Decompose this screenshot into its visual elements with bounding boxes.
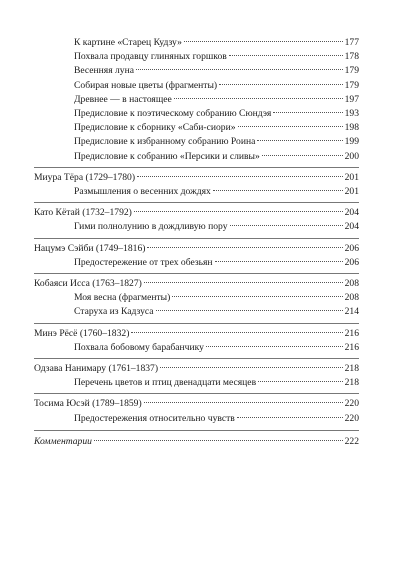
toc-entry-title: Похвала продавцу глиняных горшков bbox=[74, 51, 227, 63]
toc-entry[interactable] bbox=[34, 150, 359, 164]
section-divider bbox=[34, 323, 359, 324]
toc-author-entry[interactable] bbox=[34, 171, 359, 185]
toc-entry-title: Собирая новые цветы (фрагменты) bbox=[74, 79, 218, 91]
toc-author-entry[interactable] bbox=[34, 242, 359, 256]
dot-leader bbox=[273, 112, 342, 113]
toc-page-number: 204 bbox=[344, 221, 359, 233]
toc-entry[interactable] bbox=[34, 256, 359, 270]
dot-leader bbox=[131, 332, 342, 333]
section-divider bbox=[34, 430, 359, 431]
toc-entry[interactable] bbox=[34, 107, 359, 121]
toc-author-entry[interactable] bbox=[34, 362, 359, 376]
toc-entry-title: Предисловие к собранию «Персики и сливы» bbox=[74, 150, 260, 162]
toc-page-number: 218 bbox=[344, 363, 359, 375]
toc-page-number: 200 bbox=[344, 150, 359, 162]
dot-leader bbox=[160, 367, 343, 368]
toc-page-number: 214 bbox=[344, 306, 359, 318]
dot-leader bbox=[174, 98, 343, 99]
dot-leader bbox=[136, 69, 343, 70]
toc-entry-title: Минэ Рёсё (1760–1832) bbox=[34, 327, 130, 339]
toc-page-number: 208 bbox=[344, 292, 359, 304]
toc-page-number: 206 bbox=[344, 242, 359, 254]
toc-entry-title: Гими полнолунию в дождливую пору bbox=[74, 221, 228, 233]
toc-entry-title: Похвала бобовому барабанчику bbox=[74, 341, 204, 353]
toc-page-number: 201 bbox=[344, 186, 359, 198]
toc-entry[interactable] bbox=[34, 50, 359, 64]
dot-leader bbox=[184, 41, 343, 42]
section-divider bbox=[34, 358, 359, 359]
toc-entry[interactable] bbox=[34, 93, 359, 107]
dot-leader bbox=[238, 126, 343, 127]
toc-entry-title: Кобаяси Исса (1763–1827) bbox=[34, 278, 142, 290]
toc-page-number: 197 bbox=[344, 93, 359, 105]
toc-entry-title: Древнее — в настоящее bbox=[74, 93, 172, 105]
dot-leader bbox=[172, 296, 342, 297]
toc-page-number: 220 bbox=[344, 412, 359, 424]
section-divider bbox=[34, 238, 359, 239]
toc-entry-title: Нацумэ Сэйби (1749–1816) bbox=[34, 242, 146, 254]
dot-leader bbox=[229, 55, 343, 56]
dot-leader bbox=[134, 211, 343, 212]
toc-entry-title: Миура Тёра (1729–1780) bbox=[34, 171, 136, 183]
toc-author-entry[interactable] bbox=[34, 397, 359, 411]
toc-page-number: 204 bbox=[344, 207, 359, 219]
dot-leader bbox=[219, 84, 342, 85]
toc-entry[interactable] bbox=[34, 36, 359, 50]
toc-entry-title: Перечень цветов и птиц двенадцати месяцев bbox=[74, 377, 257, 389]
dot-leader bbox=[237, 417, 343, 418]
toc-author-entry[interactable] bbox=[34, 277, 359, 291]
dot-leader bbox=[215, 261, 343, 262]
toc-entry-title: Като Кётай (1732–1792) bbox=[34, 207, 132, 219]
toc-page-number: 208 bbox=[344, 278, 359, 290]
dot-leader bbox=[213, 190, 343, 191]
toc-entry-title: Весенняя луна bbox=[74, 65, 134, 77]
toc-page-number: 193 bbox=[344, 108, 359, 120]
toc-page-number: 216 bbox=[344, 327, 359, 339]
toc-author-entry[interactable] bbox=[34, 327, 359, 341]
toc-page-number: 198 bbox=[344, 122, 359, 134]
toc-entry[interactable] bbox=[34, 341, 359, 355]
toc-page-number: 179 bbox=[344, 79, 359, 91]
toc-entry-title: Комментарии bbox=[34, 435, 92, 447]
section-divider bbox=[34, 273, 359, 274]
dot-leader bbox=[137, 176, 343, 177]
toc-entry-title: Предостережения относительно чувств bbox=[74, 412, 235, 424]
toc-page-number: 177 bbox=[344, 37, 359, 48]
toc-page-number: 179 bbox=[344, 65, 359, 77]
section-divider bbox=[34, 202, 359, 203]
toc-entry[interactable] bbox=[34, 220, 359, 234]
toc-page-number: 220 bbox=[344, 398, 359, 410]
section-divider bbox=[34, 393, 359, 394]
toc-author-entry[interactable] bbox=[34, 206, 359, 220]
toc-page-number: 199 bbox=[344, 136, 359, 148]
toc-author-entry[interactable] bbox=[34, 435, 359, 449]
toc-entry-title: Предисловие к избранному собранию Роина bbox=[74, 136, 256, 148]
dot-leader bbox=[262, 155, 343, 156]
toc-entry[interactable] bbox=[34, 376, 359, 390]
toc-entry[interactable] bbox=[34, 185, 359, 199]
dot-leader bbox=[230, 225, 343, 226]
toc-entry[interactable] bbox=[34, 135, 359, 149]
toc-entry-title: Предостережение от трех обезьян bbox=[74, 256, 213, 268]
toc-entry-title: Предисловие к сборнику «Саби-сиори» bbox=[74, 122, 236, 134]
toc-entry[interactable] bbox=[34, 79, 359, 93]
toc-entry[interactable] bbox=[34, 305, 359, 319]
toc-entry-title: Моя весна (фрагменты) bbox=[74, 292, 171, 304]
dot-leader bbox=[144, 282, 343, 283]
toc-page-number: 206 bbox=[344, 256, 359, 268]
toc-entry[interactable] bbox=[34, 64, 359, 78]
section-divider bbox=[34, 167, 359, 168]
toc-entry[interactable] bbox=[34, 412, 359, 426]
toc-entry[interactable] bbox=[34, 121, 359, 135]
toc-entry-title: Предисловие к поэтическому собранию Сюндэя bbox=[74, 108, 272, 120]
table-of-contents bbox=[34, 36, 359, 449]
dot-leader bbox=[156, 310, 343, 311]
toc-entry[interactable] bbox=[34, 291, 359, 305]
dot-leader bbox=[94, 440, 343, 441]
dot-leader bbox=[258, 381, 343, 382]
toc-entry-title: Старуха из Кадзуса bbox=[74, 306, 154, 318]
dot-leader bbox=[147, 247, 342, 248]
toc-entry-title: Размышления о весенних дождях bbox=[74, 186, 211, 198]
toc-page-number: 178 bbox=[344, 51, 359, 63]
dot-leader bbox=[144, 402, 343, 403]
toc-page-number: 201 bbox=[344, 171, 359, 183]
toc-page-number: 218 bbox=[344, 377, 359, 389]
toc-entry-title: Тосима Юсэй (1789–1859) bbox=[34, 398, 142, 410]
toc-entry-title: Одзава Нанимару (1761–1837) bbox=[34, 363, 159, 375]
toc-entry-title: К картине «Старец Кудзу» bbox=[74, 37, 182, 48]
dot-leader bbox=[206, 346, 343, 347]
toc-page-number: 222 bbox=[344, 435, 359, 447]
dot-leader bbox=[257, 140, 342, 141]
toc-page-number: 216 bbox=[344, 341, 359, 353]
